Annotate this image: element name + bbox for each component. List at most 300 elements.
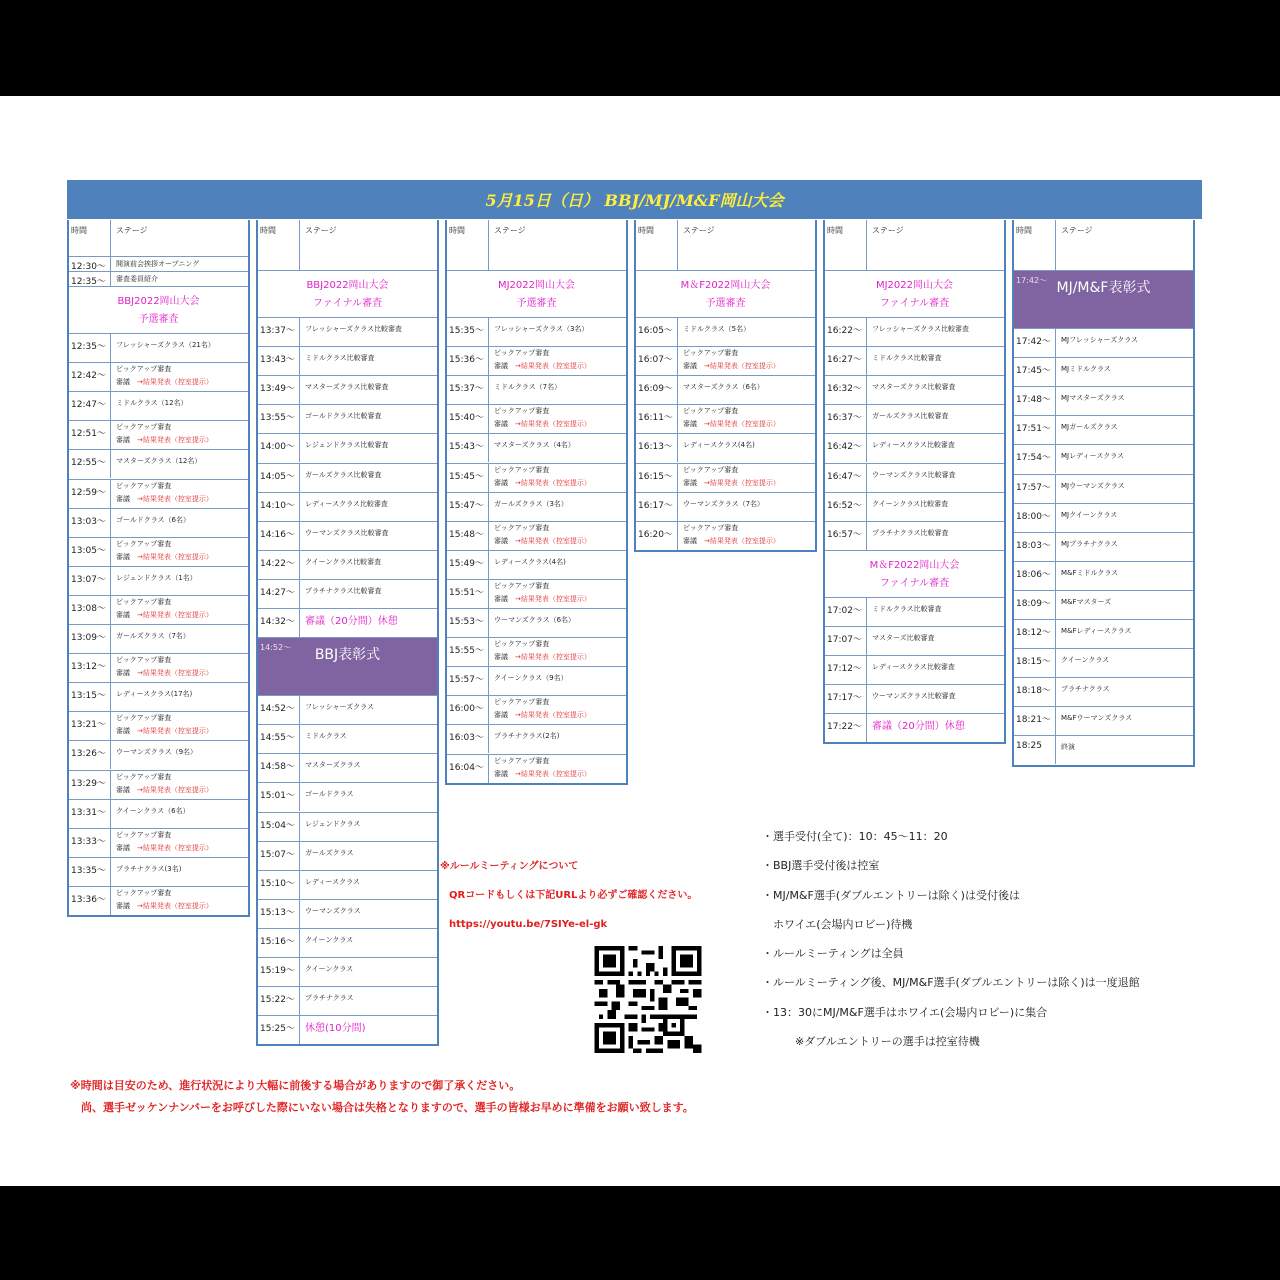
schedule-row (69, 449, 248, 478)
pickup-label: ピックアップ審査 (494, 465, 550, 474)
row-stage: マスターズ比較審査 (872, 633, 935, 642)
pickup-label: ピックアップ審査 (494, 756, 550, 765)
column-header (447, 220, 626, 270)
row-time: 14:55～ (258, 725, 300, 753)
pickup-row (636, 346, 815, 375)
schedule-row (825, 375, 1004, 404)
note-line: ・ルールミーティングは全員 (762, 947, 904, 961)
schedule-row (258, 463, 437, 492)
row-time: 12:42～ (69, 363, 111, 391)
pickup-label: ピックアップ審査 (494, 523, 550, 532)
row-time: 15:51～ (447, 580, 489, 608)
row-time: 13:49～ (258, 376, 300, 404)
schedule-row (825, 346, 1004, 375)
section-title: BBJ2022岡山大会 (306, 280, 389, 291)
result-announce-label: →結果発表（控室提示） (704, 536, 780, 545)
award-label: BBJ表彰式 (314, 647, 381, 664)
row-time: 13:37～ (258, 318, 300, 346)
schedule-row (825, 492, 1004, 521)
row-time: 13:12～ (69, 654, 111, 682)
row-stage: ガールズクラス比較審査 (305, 470, 382, 479)
row-time: 16:00～ (447, 696, 489, 724)
row-stage: クイーンクラス（6名） (116, 806, 190, 815)
row-stage: MJウーマンズクラス (1061, 481, 1125, 490)
row-stage: クイーンクラス (1061, 656, 1110, 665)
row-time: 14:52～ (260, 643, 292, 653)
schedule-row (258, 782, 437, 811)
pickup-row (636, 404, 815, 433)
row-stage: ゴールドクラス比較審査 (305, 412, 382, 421)
row-time: 17:42～ (1014, 329, 1056, 357)
result-announce-label: →結果発表（控室提示） (515, 362, 591, 371)
deliberation-label: 審議 (116, 494, 130, 503)
schedule-row (1014, 619, 1193, 648)
row-stage: 開演前会挨拶オープニング (116, 260, 200, 268)
deliberation-label: 審議 (683, 362, 697, 371)
section-title: MJ2022岡山大会 (497, 280, 576, 291)
row-time: 15:25～ (258, 1016, 300, 1044)
row-stage: クイーンクラス（9名） (494, 674, 568, 683)
row-stage: M&Fマスターズ (1061, 597, 1112, 606)
deliberation-label: 審議 (116, 901, 130, 910)
section-subtitle: 予選審査 (705, 298, 746, 309)
row-time: 15:57～ (447, 667, 489, 695)
result-announce-label: →結果発表（控室提示） (515, 420, 591, 429)
pickup-label: ピックアップ審査 (494, 581, 550, 590)
result-announce-label: →結果発表（控室提示） (137, 378, 213, 387)
schedule-row (636, 433, 815, 462)
column-header (69, 220, 248, 256)
schedule-row (447, 492, 626, 521)
row-stage: MJマスターズクラス (1061, 394, 1125, 403)
schedule-column (823, 220, 1006, 744)
row-time: 16:47～ (825, 464, 867, 492)
deliberation-label: 審議 (116, 610, 130, 619)
row-stage: マスターズクラス（6名） (683, 383, 764, 392)
schedule-row (1014, 386, 1193, 415)
schedule-row (1014, 503, 1193, 532)
row-time: 15:04～ (258, 813, 300, 841)
row-stage: レディースクラス比較審査 (305, 499, 388, 508)
row-time: 13:08～ (69, 596, 111, 624)
row-time: 16:07～ (636, 347, 678, 375)
pickup-row (69, 479, 248, 508)
rule-meeting-title: ※ルールミーティングについて (440, 861, 579, 872)
section-title: M＆F2022岡山大会 (869, 559, 960, 571)
row-time: 17:12～ (825, 656, 867, 684)
pickup-row (69, 711, 248, 740)
row-time: 15:01～ (258, 783, 300, 811)
deliberation-label: 審議 (683, 536, 697, 545)
row-stage: プラチナクラス (1061, 685, 1110, 694)
row-time: 16:13～ (636, 434, 678, 462)
note-line: ・選手受付(全て)：10：45～11：20 (762, 830, 948, 843)
deliberation-label: 審議 (683, 420, 697, 429)
row-time: 15:37～ (447, 376, 489, 404)
pickup-label: ピックアップ審査 (116, 656, 172, 665)
bottom-black-bar (0, 1186, 1280, 1280)
row-stage: レディースクラス比較審査 (872, 663, 955, 671)
pickup-row (447, 579, 626, 608)
row-time: 16:22～ (825, 318, 867, 346)
row-time: 16:17～ (636, 493, 678, 521)
note-line: ※ダブルエントリーの選手は控室待機 (762, 1035, 980, 1049)
row-time: 15:07～ (258, 842, 300, 870)
deliberation-label: 審議 (494, 653, 508, 662)
row-time: 13:21～ (69, 712, 111, 740)
schedule-row (69, 682, 248, 711)
row-stage: MJフレッシャーズクラス (1061, 336, 1139, 344)
footer-line: ※時間は目安のため、進行状況により大幅に前後する場合がありますので御了承ください。 (70, 1079, 521, 1092)
row-stage: マスターズクラス比較審査 (305, 383, 389, 392)
row-time: 16:04～ (447, 755, 489, 783)
schedule-row (825, 317, 1004, 346)
schedule-row (258, 753, 437, 782)
row-stage: ミドルクラス（12名） (116, 399, 188, 408)
schedule-column (634, 220, 817, 552)
schedule-row (69, 391, 248, 420)
row-stage: MJレディースクラス (1061, 452, 1124, 461)
section-title: M＆F2022岡山大会 (680, 280, 771, 291)
schedule-row (69, 271, 248, 286)
row-stage: レジェンドクラス（1名） (116, 573, 197, 582)
section-subtitle: ファイナル審査 (879, 577, 950, 589)
row-stage: プラチナクラス比較審査 (305, 586, 382, 595)
row-stage: マスターズクラス比較審査 (872, 383, 956, 392)
header-stage: ステージ (116, 226, 148, 235)
row-time: 15:19～ (258, 958, 300, 986)
row-time: 16:15～ (636, 464, 678, 492)
row-time: 12:55～ (69, 450, 111, 478)
break-row (825, 713, 1004, 742)
row-time: 13:15～ (69, 683, 111, 711)
schedule-row (258, 375, 437, 404)
row-time: 18:09～ (1014, 591, 1056, 619)
schedule-row (258, 433, 437, 462)
row-time: 15:40～ (447, 405, 489, 433)
column-header (1014, 220, 1193, 270)
section-heading (636, 270, 815, 317)
header-time: 時間 (636, 220, 678, 270)
note-line: ・13：30にMJ/M&F選手はホワイエ(会場内ロビー)に集合 (762, 1005, 1048, 1019)
header-time: 時間 (825, 220, 867, 270)
row-stage: フレッシャーズクラス比較審査 (305, 325, 402, 333)
row-time: 17:57～ (1014, 475, 1056, 503)
section-subtitle: 予選審査 (516, 298, 557, 309)
row-stage: ウーマンズクラス比較審査 (305, 528, 389, 537)
row-stage: MJミドルクラス (1061, 365, 1111, 374)
break-row (258, 1015, 437, 1044)
result-announce-label: →結果発表（控室提示） (704, 420, 780, 429)
header-time: 時間 (447, 220, 489, 270)
row-stage: ミドルクラス (305, 732, 347, 741)
schedule-row (258, 928, 437, 957)
result-announce-label: →結果発表（控室提示） (137, 727, 213, 736)
page-title: 5月15日（日） BBJ/MJ/M&F岡山大会 (485, 191, 784, 210)
row-time: 17:42～ (1016, 276, 1048, 285)
result-announce-label: →結果発表（控室提示） (137, 669, 213, 678)
row-stage: ガールズクラス (305, 848, 354, 857)
schedule-row (1014, 357, 1193, 386)
section-heading (825, 550, 1004, 597)
schedule-row (258, 492, 437, 521)
row-stage: レディースクラス(4名) (683, 441, 755, 450)
schedule-row (69, 333, 248, 362)
pickup-label: ピックアップ審査 (116, 423, 172, 432)
row-stage: レディースクラス比較審査 (872, 441, 955, 450)
schedule-row (69, 566, 248, 595)
row-time: 13:33～ (69, 829, 111, 857)
row-time: 12:30～ (69, 257, 111, 271)
deliberation-label: 審議 (116, 378, 130, 387)
row-time: 18:06～ (1014, 562, 1056, 590)
row-time: 14:16～ (258, 522, 300, 550)
rule-meeting-line: QRコードもしくは下記URLより必ずご確認ください。 (449, 890, 698, 901)
schedule-row (825, 655, 1004, 684)
rule-meeting-url[interactable]: https://youtu.be/7SIYe-el-gk (449, 919, 608, 930)
pickup-label: ピックアップ審査 (683, 523, 739, 532)
row-stage: レジェンドクラス (305, 819, 361, 828)
result-announce-label: →結果発表（控室提示） (137, 785, 213, 794)
row-stage: ウーマンズクラス（7名） (683, 499, 765, 508)
row-stage: 審査委員紹介 (116, 275, 158, 283)
row-stage: レジェンドクラス比較審査 (305, 441, 389, 450)
award-label: MJ/M&F表彰式 (1056, 280, 1151, 296)
pickup-row (447, 346, 626, 375)
schedule-row (258, 346, 437, 375)
qr-code[interactable] (593, 946, 703, 1053)
row-time: 12:35～ (69, 334, 111, 362)
header-stage: ステージ (683, 226, 715, 235)
section-title: MJ2022岡山大会 (875, 280, 954, 291)
pickup-label: ピックアップ審査 (494, 698, 550, 707)
row-time: 14:00～ (258, 434, 300, 462)
row-time: 16:09～ (636, 376, 678, 404)
pickup-row (69, 420, 248, 449)
break-label: 審議（20分間）休憩 (305, 616, 398, 627)
schedule-row (1014, 561, 1193, 590)
schedule-column (1012, 220, 1195, 767)
row-time: 18:03～ (1014, 533, 1056, 561)
row-time: 15:45～ (447, 464, 489, 492)
section-heading (69, 286, 248, 333)
row-time: 14:22～ (258, 551, 300, 579)
header-time: 時間 (258, 220, 300, 270)
row-time: 18:21～ (1014, 707, 1056, 735)
row-time: 16:57～ (825, 522, 867, 550)
row-time: 16:37～ (825, 405, 867, 433)
pickup-label: ピックアップ審査 (494, 407, 550, 416)
pickup-label: ピックアップ審査 (116, 539, 172, 548)
schedule-row (1014, 677, 1193, 706)
section-title: BBJ2022岡山大会 (117, 296, 200, 307)
row-stage: ウーマンズクラス比較審査 (872, 470, 956, 479)
row-time: 12:47～ (69, 392, 111, 420)
pickup-row (447, 695, 626, 724)
schedule-row (258, 724, 437, 753)
row-stage: フレッシャーズクラス比較審査 (872, 325, 969, 333)
header-time: 時間 (69, 220, 111, 256)
pickup-label: ピックアップ審査 (116, 830, 172, 839)
schedule-row (69, 740, 248, 769)
row-stage: ウーマンズクラス (305, 906, 361, 915)
result-announce-label: →結果発表（控室提示） (137, 610, 213, 619)
result-announce-label: →結果発表（控室提示） (137, 494, 213, 503)
row-time: 13:07～ (69, 567, 111, 595)
pickup-label: ピックアップ審査 (116, 714, 172, 723)
schedule-row (447, 550, 626, 579)
row-time: 16:32～ (825, 376, 867, 404)
row-time: 15:13～ (258, 900, 300, 928)
row-stage: ゴールドクラス（6名） (116, 515, 190, 524)
section-heading (825, 270, 1004, 317)
row-stage: ミドルクラス比較審査 (872, 604, 942, 613)
schedule-row (825, 521, 1004, 550)
deliberation-label: 審議 (494, 711, 508, 720)
schedule-row (636, 375, 815, 404)
schedule-row (69, 256, 248, 271)
entry-notes (762, 822, 1140, 1056)
schedule-row (258, 986, 437, 1015)
row-time: 13:29～ (69, 771, 111, 799)
row-time: 16:52～ (825, 493, 867, 521)
row-time: 16:42～ (825, 434, 867, 462)
schedule-row (258, 695, 437, 724)
row-time: 14:27～ (258, 580, 300, 608)
section-heading (258, 270, 437, 317)
schedule-row (258, 957, 437, 986)
schedule-row (447, 317, 626, 346)
schedule-row (69, 508, 248, 537)
pickup-row (69, 828, 248, 857)
row-stage: ゴールドクラス (305, 790, 354, 799)
row-stage: ウーマンズクラス（9名） (116, 748, 198, 757)
row-time: 15:49～ (447, 551, 489, 579)
row-stage: プラチナクラス比較審査 (872, 528, 949, 537)
row-time: 16:27～ (825, 347, 867, 375)
schedule-row (1014, 415, 1193, 444)
pickup-label: ピックアップ審査 (494, 640, 550, 649)
row-stage: M&Fレディースクラス (1061, 627, 1132, 635)
row-time: 18:12～ (1014, 620, 1056, 648)
deliberation-label: 審議 (494, 478, 508, 487)
schedule-row (258, 870, 437, 899)
result-announce-label: →結果発表（控室提示） (515, 653, 591, 662)
deliberation-label: 審議 (494, 536, 508, 545)
schedule-row (825, 463, 1004, 492)
schedule-row (258, 899, 437, 928)
row-time: 12:59～ (69, 480, 111, 508)
column-header (636, 220, 815, 270)
row-time: 16:20～ (636, 522, 678, 550)
row-time: 15:53～ (447, 609, 489, 637)
row-time: 17:51～ (1014, 416, 1056, 444)
pickup-label: ピックアップ審査 (683, 407, 739, 416)
row-time: 14:58～ (258, 754, 300, 782)
pickup-label: ピックアップ審査 (494, 349, 550, 358)
row-stage: ウーマンズクラス（6名） (494, 616, 576, 624)
schedule-row (825, 626, 1004, 655)
row-time: 13:55～ (258, 405, 300, 433)
deliberation-label: 審議 (116, 552, 130, 561)
row-stage: ミドルクラス比較審査 (305, 354, 375, 363)
schedule-row (258, 841, 437, 870)
result-announce-label: →結果発表（控室提示） (137, 843, 213, 852)
header-time: 時間 (1014, 220, 1056, 270)
row-time: 14:32～ (258, 609, 300, 637)
note-line: ・MJ/M&F選手(ダブルエントリーは除く)は受付後は (762, 888, 1020, 902)
row-time: 18:18～ (1014, 678, 1056, 706)
result-announce-label: →結果発表（控室提示） (137, 901, 213, 910)
deliberation-label: 審議 (116, 669, 130, 678)
row-time: 16:03～ (447, 725, 489, 753)
row-stage: MJプラチナクラス (1061, 539, 1118, 548)
row-stage: マスターズクラス（4名） (494, 441, 575, 450)
row-time: 15:10～ (258, 871, 300, 899)
pickup-row (69, 362, 248, 391)
schedule-row (258, 550, 437, 579)
column-header (258, 220, 437, 270)
row-stage: ガールズクラス（7名） (116, 632, 190, 640)
row-time: 14:10～ (258, 493, 300, 521)
section-subtitle: 予選審査 (138, 314, 179, 325)
row-time: 15:43～ (447, 434, 489, 462)
schedule-row (1014, 590, 1193, 619)
row-time: 16:11～ (636, 405, 678, 433)
schedule-row (447, 433, 626, 462)
row-time: 15:55～ (447, 638, 489, 666)
schedule-row (1014, 474, 1193, 503)
row-time: 15:16～ (258, 929, 300, 957)
column-header (825, 220, 1004, 270)
result-announce-label: →結果発表（控室提示） (515, 711, 591, 720)
result-announce-label: →結果発表（控室提示） (515, 594, 591, 603)
row-stage: クイーンクラス比較審査 (305, 557, 382, 566)
schedule-row (1014, 532, 1193, 561)
row-stage: プラチナクラス (305, 994, 354, 1003)
row-time: 17:07～ (825, 627, 867, 655)
schedule-row (258, 812, 437, 841)
row-time: 16:05～ (636, 318, 678, 346)
award-ceremony-banner (1014, 270, 1193, 328)
row-time: 13:31～ (69, 800, 111, 828)
row-stage: ウーマンズクラス比較審査 (872, 692, 956, 701)
row-time: 13:36～ (69, 887, 111, 915)
note-line: ・BBJ選手受付後は控室 (762, 859, 880, 873)
deliberation-label: 審議 (494, 594, 508, 603)
row-time: 13:05～ (69, 538, 111, 566)
row-time: 18:25 (1014, 736, 1056, 764)
pickup-row (69, 653, 248, 682)
schedule-row (447, 375, 626, 404)
row-time: 17:45～ (1014, 358, 1056, 386)
schedule-row (69, 857, 248, 886)
row-stage: ミドルクラス（5名） (683, 325, 751, 333)
pickup-row (447, 404, 626, 433)
row-stage: クイーンクラス比較審査 (872, 499, 949, 508)
row-stage: クイーンクラス (305, 965, 354, 973)
header-stage: ステージ (494, 226, 526, 235)
deliberation-label: 審議 (116, 843, 130, 852)
header-stage: ステージ (872, 226, 904, 235)
row-stage: ミドルクラス比較審査 (872, 354, 942, 363)
row-time: 18:15～ (1014, 649, 1056, 677)
pickup-label: ピックアップ審査 (116, 888, 172, 897)
schedule-row (69, 624, 248, 653)
row-stage: マスターズクラス（12名） (116, 457, 202, 466)
row-time: 15:48～ (447, 522, 489, 550)
row-stage: プラチナクラス(3名) (116, 864, 182, 873)
